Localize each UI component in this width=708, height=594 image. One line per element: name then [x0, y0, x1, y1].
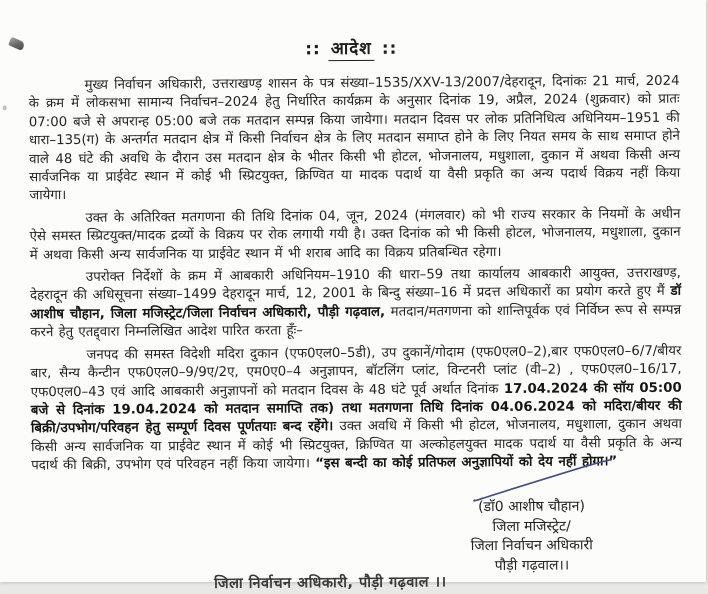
signature-block [413, 497, 650, 577]
signatory-role-magistrate: जिला मजिस्ट्रेट/ [492, 517, 571, 535]
paragraph-text-segment: मतदान/मतगणना को शान्तिपूर्वक एवं निर्विघ्न रूप से सम्पन्न करने हेतु एतद्द्वारा निम्नलिखित आदेश पारित करता हूँः– [30, 302, 682, 341]
title-word: आदेश [328, 36, 375, 61]
paragraph-text-segment: मुख्य निर्वाचन अधिकारी, उत्तराखण्ड़ शासन के पत्र संख्या–1535/XXV-13/2007/देहरादून, दिनांकः 21 मार्च, 2024 के क्रम में लोकसभा सामान्य निर्वाचन–2024 हेतु निर्धारित कार्यक्रम के अनुसार दिनांक 19, अप्रैल, 2024 (शुक्रवार) को प्रातः 07:00 बजे से अपरान्ह 05:00 बजे तक मतदान सम्पन्न किया जायेगा। मतदान दिवस पर लोक प्रतिनिधित्व अधिनियम–1951 की धारा–135(ग) के अन्तर्गत मतदान क्षेत्र में किसी निर्वाचन क्षेत्र के लिए मतदान समाप्त होने के लिए नियत समय के साथ समाप्त होने वाले 48 घंटे की अवधि के दौरान उस मतदान क्षेत्र के भीतर किसी भी होटल, भोजनालय, मधुशाला, दुकान में अथवा किसी अन्य सार्वजनिक या प्राईवेट स्थान में कोई भी स्प्रिटयुक्त, क्रिण्वित या मादक पदार्थ या वैसी प्रकृति का अन्य पदार्थ विक्रय नहीं किया जायेगा। [28, 73, 681, 204]
paragraph-text-segment: 17.04.2024 की सॉय 05:00 बजे से दिनांक 19.04.2024 को मतदान समाप्ति तक) तथा मतगणना तिथि दिनांक 04.06.2024 को मदिरा/बीयर की बिक्री/उपभोग/परिवहन हेतु सम्पूर्ण दिवस पूर्णतयाः बन्द रहेंगे। [30, 380, 682, 437]
paragraph-text-segment: उक्त के अतिरिक्त मतगणना की तिथि दिनांक 04, जून, 2024 (मंगलवार) को भी राज्य सरकार के नियमों के अधीन ऐसे समस्त स्प्रिटयुक्त/मादक द्रव्यों के विक्रय पर रोक लगायी गयी है। उक्त दिनांक को भी किसी होटल, भोजनालय, मधुशाला, दुकान में अथवा किसी अन्य सार्वजनिक या प्राईवेट स्थान में भी शराब आदि का विक्रय प्रतिबन्धित रहेगा। [29, 206, 681, 263]
signatory-district: पौड़ी गढ़वाल।। [494, 556, 570, 574]
paragraph-text-segment: उपरोक्त निर्देशों के क्रम में आबकारी अधिनियम–1910 की धारा–59 तथा कार्यालय आबकारी आयुक्त, उत्तराखण्ड़, देहरादून की अधिसूचना संख्या–1499 देहरादून मार्च, 12, 2001 के बिन्दु संख्या–16 में प्रदत्त अधिकारों का प्रयोग करते हुए मैं [29, 265, 681, 304]
title-prefix-colons: :: [305, 39, 321, 60]
paragraph-text-segment: जनपद की समस्त विदेशी मदिरा दुकान (एफ0एल0–5डी), उप दुकानें/गोदाम (एफ0एल0–2),बार एफ0एल0–6/7/बीयर बार, सैन्य कैन्टीन एफ0एल0–9/9ए/2ए, एम0ए0–4 अनुज्ञापन, बॉटलिंग प्लांट, विन्टनरी प्लांट (वी–2) , एफ0एल0–16/17, एफ0एल0–43 एवं आदि आबकारी अनुज्ञापनों को मतदान दिवस के 48 घंटे पूर्व अर्थात दिनांक [30, 343, 682, 400]
order-title [0, 0, 704, 63]
signatory-name: (डॉ0 आशीष चौहान) [478, 498, 585, 516]
order-paragraph-1 [28, 73, 680, 206]
order-paragraph-2 [29, 206, 680, 266]
signatory-role-election-officer: जिला निर्वाचन अधिकारी [470, 537, 593, 555]
footer-cutoff-line: जिला निर्वाचन अधिकारी, पौड़ी गढ़वाल ।। [213, 574, 447, 592]
paragraph-text-segment: उक्त अवधि में किसी भी होटल, भोजनालय, मधुशाला, दुकान अथवा किसी अन्य सार्वजनिक या प्राईवेट स्थान में कोई भी स्प्रिटयुक्त, क्रिण्वित या अल्कोहलयुक्त मादक पदार्थ या वैसी प्रकृति के अन्य पदार्थ की बिक्री, उपभोग एवं परिवहन नहीं किया जायेगा। [31, 417, 683, 474]
paragraph-text-segment: डॉ आशीष चौहान, जिला मजिस्ट्रेट/जिला निर्वाचन अधिकारी, पौड़ी गढ़वाल, [30, 284, 682, 323]
order-paragraph-3 [30, 265, 681, 343]
paragraph-text-segment: “इस बन्दी का कोई प्रतिफल अनुज्ञापियों को देय नहीं होगा।” [315, 454, 618, 472]
scan-edge-dot [3, 105, 7, 110]
title-suffix-colons: :: [381, 38, 398, 59]
order-paragraphs [0, 59, 707, 476]
